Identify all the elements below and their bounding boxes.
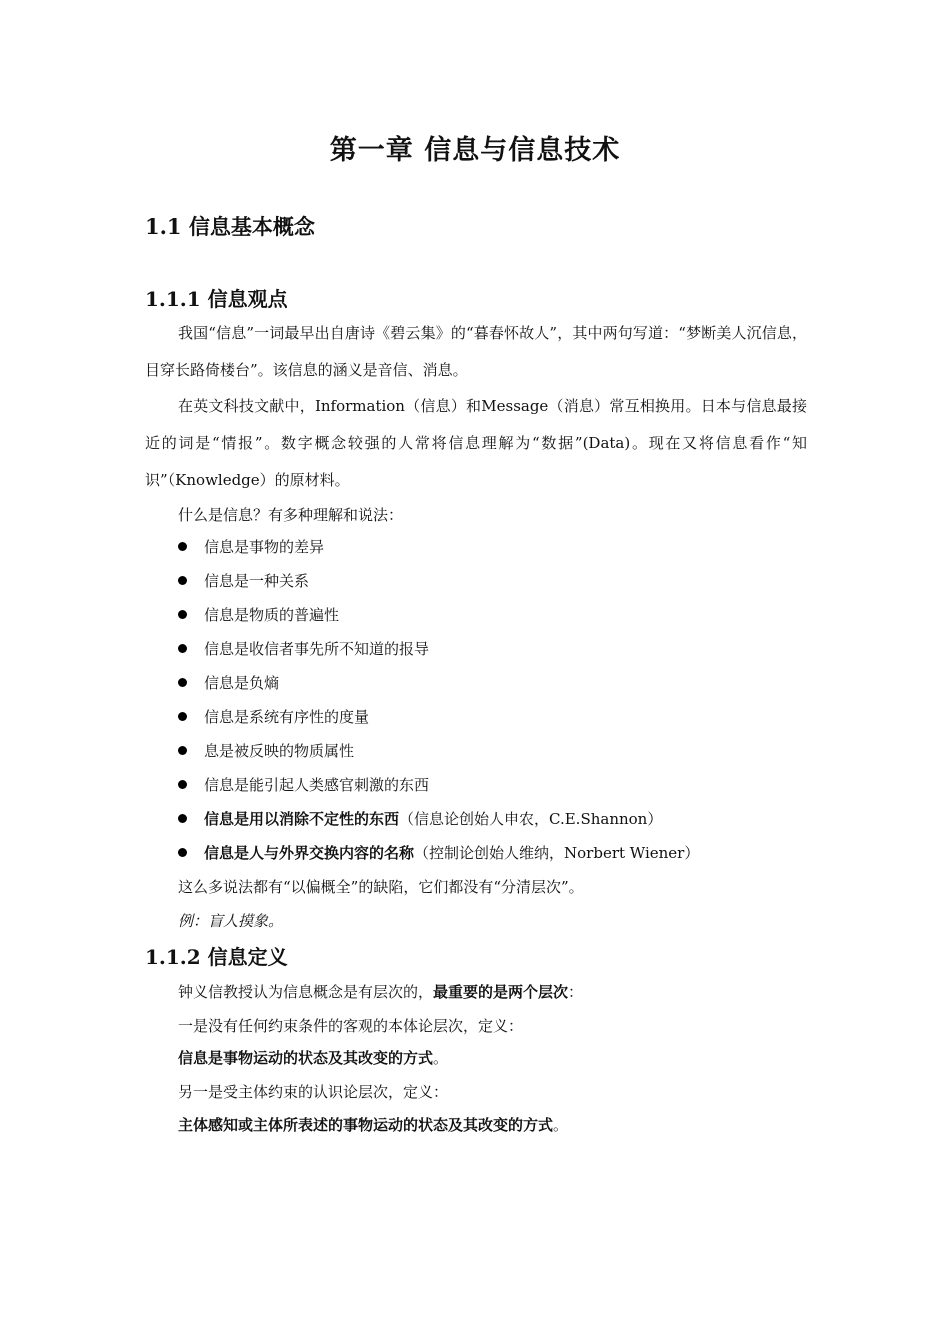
summary-line: 这么多说法都有“以偏概全”的缺陷，它们都没有“分清层次”。 <box>178 878 584 896</box>
list-item: 息是被反映的物质属性 <box>178 736 354 766</box>
bullet-dot-icon <box>178 678 187 687</box>
paragraph-english: 在英文科技文献中，Information（信息）和Message（消息）常互相换用。日本与信息最接近的词是“情报”。数字概念较强的人常将信息理解为“数据”(Data)。现在又将信息看作“知识”（Knowledge）的原材料。 <box>145 397 807 489</box>
bullet-dot-icon <box>178 712 187 721</box>
bullet-dot-icon <box>178 610 187 619</box>
example-line: 例：盲人摸象。 <box>178 912 284 930</box>
bullet-dot-icon <box>178 814 187 823</box>
list-item: 信息是系统有序性的度量 <box>178 702 369 732</box>
chapter-title: 第一章 信息与信息技术 <box>329 135 621 166</box>
list-item: 信息是负熵 <box>178 668 279 698</box>
paragraph-origin: 我国“信息”一词最早出自唐诗《碧云集》的“暮春怀故人”，其中两句写道：“梦断美人沉信息，目穿长路倚楼台”。该信息的涵义是音信、消息。 <box>145 324 807 379</box>
bullet-dot-icon <box>178 542 187 551</box>
list-item: 信息是人与外界交换内容的名称（控制论创始人维纳，Norbert Wiener） <box>178 838 699 868</box>
list-item: 信息是一种关系 <box>178 566 309 596</box>
list-item: 信息是物质的普遍性 <box>178 600 339 630</box>
bullet-dot-icon <box>178 644 187 653</box>
bullet-dot-icon <box>178 848 187 857</box>
bullet-dot-icon <box>178 746 187 755</box>
definition-intro: 钟义信教授认为信息概念是有层次的，最重要的是两个层次： <box>178 983 584 1001</box>
list-item: 信息是用以消除不定性的东西（信息论创始人申农，C.E.Shannon） <box>178 804 662 834</box>
section-heading-1-1-1: 1.1.1 信息观点 <box>145 287 288 311</box>
epistemological-level-line: 另一是受主体约束的认识论层次，定义： <box>178 1083 449 1101</box>
bullet-dot-icon <box>178 576 187 585</box>
question-line: 什么是信息？有多种理解和说法： <box>178 506 404 524</box>
ontological-definition: 信息是事物运动的状态及其改变的方式。 <box>178 1049 449 1067</box>
list-item: 信息是能引起人类感官刺激的东西 <box>178 770 429 800</box>
section-heading-1-1: 1.1 信息基本概念 <box>145 214 315 239</box>
list-item: 信息是事物的差异 <box>178 532 324 562</box>
epistemological-definition: 主体感知或主体所表述的事物运动的状态及其改变的方式。 <box>178 1116 569 1134</box>
bullet-dot-icon <box>178 780 187 789</box>
ontological-level-line: 一是没有任何约束条件的客观的本体论层次，定义： <box>178 1017 524 1035</box>
list-item: 信息是收信者事先所不知道的报导 <box>178 634 429 664</box>
section-heading-1-1-2: 1.1.2 信息定义 <box>145 945 288 969</box>
